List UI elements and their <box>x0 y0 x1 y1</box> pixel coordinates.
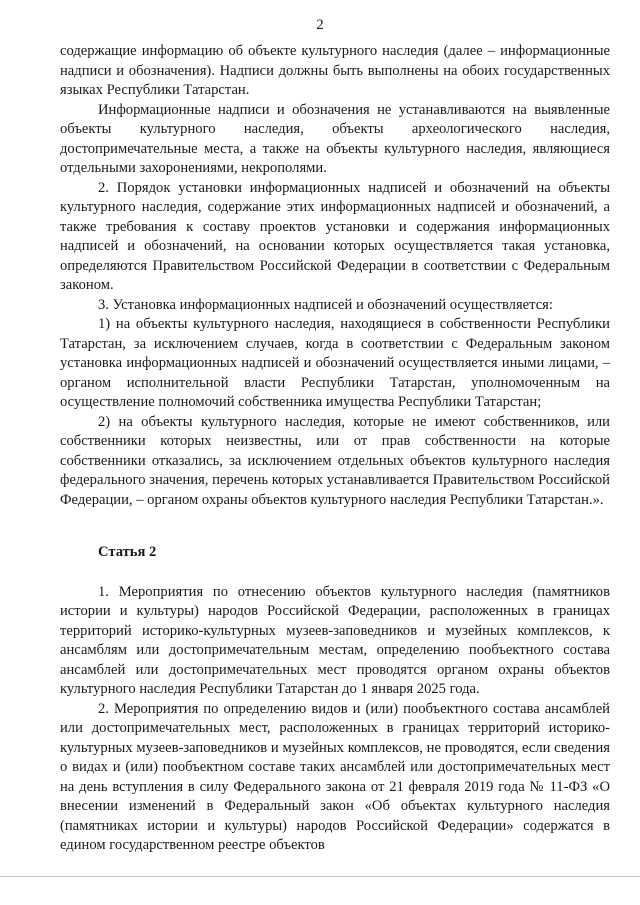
article-paragraph-2: 2. Мероприятия по определению видов и (или) пообъектного состава ансамблей или достопримечательных мест, расположенных в границах территорий историко-культурных музеев-заповедников и музейных комплексов, не проводятся, если сведения о видах и (или) пообъектном составе таких ансамблей или достопримечательных мест на день вступления в силу Федерального закона от 21 февраля 2019 года № 11-ФЗ «О внесении изменений в Федеральный закон «Об объектах культурного наследия (памятниках истории и культуры) народов Российской Федерации» содержатся в едином государственном реестре объектов <box>60 700 610 853</box>
paragraph-item-3: 3. Установка информационных надписей и обозначений осуществляется: <box>98 296 553 313</box>
document-body <box>60 42 610 856</box>
article-heading: Статья 2 <box>98 544 157 560</box>
spacer <box>60 510 610 543</box>
page-number: 2 <box>316 17 324 33</box>
spacer <box>60 563 610 583</box>
paragraph-subitem-2: 2) на объекты культурного наследия, которые не имеют собственников, или собственники которых неизвестны, или от прав собственности на которые собственники отказались, за исключением отдельных объектов культурного наследия федерального значения, перечень которых устанавливается Правительством Российской Федерации, – органом охраны объектов культурного наследия Республики Татарстан.». <box>60 413 610 508</box>
page-edge-line <box>0 876 640 877</box>
paragraph-subitem-1: 1) на объекты культурного наследия, находящиеся в собственности Республики Татарстан, за исключением случаев, когда в соответствии с Федеральным законом установка информационных надписей и обозначений осуществляется иными лицами, – органом исполнительной власти Республики Татарстан, уполномоченным на осуществление полномочий собственника имущества Республики Татарстан; <box>60 316 610 410</box>
paragraph-item-2: 2. Порядок установки информационных надписей и обозначений на объекты культурного наследия, содержание этих информационных надписей и обозначений, а также требования к составу проектов установки и содержания информационных надписей и обозначений, на основании которых осуществляется такая установка, определяются Правительством Российской Федерации в соответствии с Федеральным законом. <box>60 179 610 293</box>
article-paragraph-1: 1. Мероприятия по отнесению объектов культурного наследия (памятников истории и культуры) народов Российской Федерации, расположенных в границах территорий историко-культурных музеев-заповедников и музейных комплексов, к ансамблям или достопримечательным местам, определению пообъектного состава ансамблей или достопримечательных мест проводятся органом охраны объектов культурного наследия Республики Татарстан до 1 января 2025 года. <box>60 583 610 697</box>
paragraph-continuation: содержащие информацию об объекте культурного наследия (далее – информационные надписи и обозначения). Надписи должны быть выполнены на обоих государственных языках Республики Татарстан. <box>60 43 610 98</box>
paragraph-exclusions: Информационные надписи и обозначения не устанавливаются на выявленные объекты культурного наследия, объекты археологического наследия, достопримечательные места, а также на объекты культурного наследия, являющиеся отдельными захоронениями, некрополями. <box>60 101 610 176</box>
